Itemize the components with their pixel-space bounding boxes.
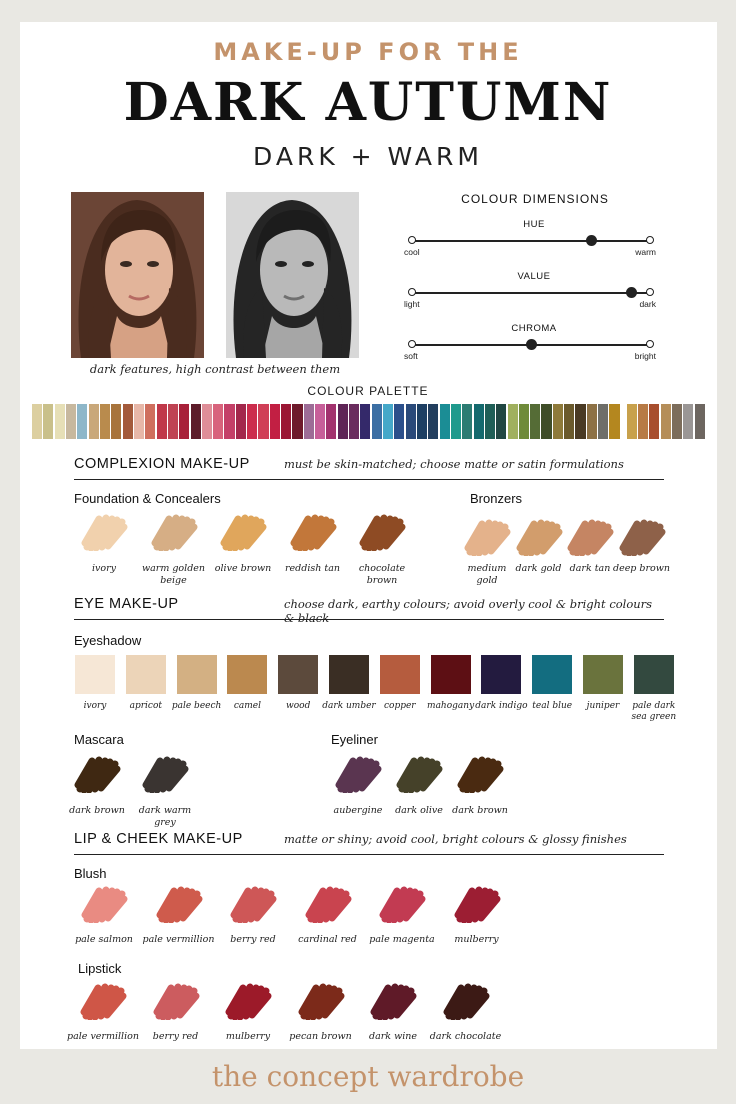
palette-chip [247,404,257,439]
palette-chip [519,404,529,439]
eye-section-title: EYE MAKE-UP [74,596,179,612]
eyeshadow-swatch [126,655,166,694]
foundation-label: warm golden beige [141,563,206,586]
foundation-swatch [357,513,407,551]
palette-chip [77,404,87,439]
palette-chip [360,404,370,439]
dimension-end-dot [646,340,654,348]
palette-chip [428,404,438,439]
eyeshadow-label: pale dark sea green [631,701,677,722]
dimension-high-label: warm [635,247,656,257]
lipstick-swatch [296,982,346,1020]
palette-chip [123,404,133,439]
eyeliner-label: aubergine [333,805,383,816]
blush-title: Blush [74,866,107,881]
lip-cheek-note: matte or shiny; avoid cool, bright colours & glossy finishes [284,832,627,846]
dimension-scale-value [404,271,666,311]
eyeshadow-swatch [75,655,115,694]
dimension-scale-hue [404,219,666,259]
eyeshadow-swatch [380,655,420,694]
blush-label: pale vermillion [142,934,215,945]
palette-chip [179,404,189,439]
lipstick-label: dark chocolate [429,1031,502,1042]
eyeshadow-label: wood [286,701,311,711]
eyeshadow-label: camel [233,701,261,711]
palette-chip [485,404,495,439]
dimension-low-label: cool [404,247,420,257]
palette-chip [462,404,472,439]
lip-cheek-section-header [74,831,664,855]
dimension-high-label: dark [639,299,656,309]
palette-chip [508,404,518,439]
bronzers-label: deep brown [612,563,671,574]
lipstick-title: Lipstick [78,961,122,976]
palette-chip [326,404,336,439]
palette-chip [191,404,201,439]
blush-label: pale salmon [75,934,133,945]
eyeshadow-swatch [227,655,267,694]
palette-chip [89,404,99,439]
lipstick-label: berry red [152,1031,199,1042]
palette-chip [258,404,268,439]
palette-chip [55,404,65,439]
lipstick-swatch [368,982,418,1020]
eyeshadow-swatch [278,655,318,694]
palette-chip [394,404,404,439]
page-subtitle: DARK + WARM [253,142,483,171]
palette-chip [627,404,637,439]
blush-label: cardinal red [298,934,357,945]
eye-section-header [74,596,664,625]
eyeshadow-label: copper [383,701,416,711]
foundation-title: Foundation & Concealers [74,491,221,506]
palette-chip [661,404,671,439]
portrait-color-photo [71,192,204,358]
dimension-high-label: bright [634,351,656,361]
lipstick-swatch [441,982,491,1020]
palette-chip [213,404,223,439]
palette-chip [43,404,53,439]
dimension-low-label: soft [404,351,418,361]
lipstick-label: mulberry [225,1031,271,1042]
eyeshadow-swatch [329,655,369,694]
palette-chip [638,404,648,439]
blush-swatch [377,885,427,923]
foundation-swatch [149,513,199,551]
lipstick-swatch [78,982,128,1020]
palette-chip [530,404,540,439]
dimension-start-dot [408,236,416,244]
foundation-label: chocolate brown [358,563,406,586]
bronzers-title: Bronzers [470,491,523,506]
blush-swatch [452,885,502,923]
portrait-greyscale-photo [226,192,359,358]
colour-dimensions-title: COLOUR DIMENSIONS [461,192,609,206]
palette-chip [372,404,382,439]
palette-chip [236,404,246,439]
eyeliner-swatch [394,755,444,793]
palette-chip [474,404,484,439]
page-title: DARK AUTUMN [123,72,613,133]
eyeshadow-label: pale beech [171,701,222,711]
bronzers-swatch [514,518,564,556]
dimension-label: HUE [523,219,545,230]
blush-swatch [79,885,129,923]
mascara-label: dark warm grey [138,805,192,828]
palette-chip [100,404,110,439]
lipstick-swatch [223,982,273,1020]
palette-chip [338,404,348,439]
foundation-label: reddish tan [285,563,340,574]
palette-chip [270,404,280,439]
palette-chip [315,404,325,439]
eyeliner-label: dark olive [395,805,443,816]
lipstick-label: pecan brown [289,1031,352,1042]
palette-chip [609,404,619,439]
dimension-track [412,292,650,294]
mascara-label: dark brown [69,805,125,816]
lip-cheek-section-title: LIP & CHEEK MAKE-UP [74,831,243,847]
palette-chip [168,404,178,439]
palette-chip [575,404,585,439]
complexion-section-header [74,456,664,480]
eyeshadow-label: mahogany [427,701,475,711]
palette-chip [598,404,608,439]
palette-chip [292,404,302,439]
eyeshadow-swatch [177,655,217,694]
eyeshadow-swatch [431,655,471,694]
palette-chip [553,404,563,439]
eyeshadow-label: juniper [586,701,620,711]
bronzers-swatch [462,518,512,556]
colour-palette-title: COLOUR PALETTE [307,384,429,398]
bronzers-swatch [617,518,667,556]
mascara-swatch [140,755,190,793]
mascara-title: Mascara [74,732,124,747]
bronzers-label: dark tan [569,563,611,574]
palette-chip [349,404,359,439]
eyeshadow-label: teal blue [532,701,573,711]
eyeshadow-swatch [583,655,623,694]
palette-chip [32,404,42,439]
palette-chip [66,404,76,439]
lipstick-label: dark wine [369,1031,417,1042]
dimension-end-dot [646,288,654,296]
colour-palette-strip [32,404,706,439]
eyeshadow-label: dark umber [322,701,376,711]
complexion-section-title: COMPLEXION MAKE-UP [74,456,250,472]
blush-label: pale magenta [369,934,435,945]
blush-swatch [303,885,353,923]
eyeliner-title: Eyeliner [331,732,378,747]
dimension-start-dot [408,340,416,348]
foundation-label: ivory [91,563,117,574]
palette-chip [417,404,427,439]
foundation-swatch [79,513,129,551]
lipstick-swatch [151,982,201,1020]
eyeshadow-swatch [634,655,674,694]
eye-note: choose dark, earthy colours; avoid overly cool & bright colours & black [284,597,653,625]
palette-chip [587,404,597,439]
kicker-title: MAKE-UP FOR THE [213,38,523,66]
palette-chip [406,404,416,439]
palette-chip [440,404,450,439]
bronzers-label: dark gold [515,563,562,574]
palette-chip [496,404,506,439]
dimension-scale-chroma [404,323,666,363]
palette-chip [649,404,659,439]
palette-chip [134,404,144,439]
blush-swatch [228,885,278,923]
blush-label: mulberry [454,934,499,945]
dimension-track [412,240,650,242]
bronzers-label: medium gold [467,563,507,586]
palette-chip [564,404,574,439]
eyeshadow-label: dark indigo [475,701,528,711]
palette-chip [541,404,551,439]
dimension-label: CHROMA [511,323,557,334]
portrait-caption: dark features, high contrast between them [89,362,341,376]
palette-chip [695,404,705,439]
foundation-label: olive brown [214,563,272,574]
dimension-level-marker [586,235,597,246]
palette-chip [111,404,121,439]
dimension-start-dot [408,288,416,296]
palette-chip [672,404,682,439]
foundation-swatch [218,513,268,551]
eyeshadow-swatch [481,655,521,694]
brand-footer: the concept wardrobe [211,1060,525,1093]
dimension-level-marker [526,339,537,350]
dimension-level-marker [626,287,637,298]
eyeliner-swatch [333,755,383,793]
palette-chip [145,404,155,439]
eyeshadow-title: Eyeshadow [74,633,142,648]
eyeliner-swatch [455,755,505,793]
palette-chip [683,404,693,439]
palette-chip [202,404,212,439]
dimension-low-label: light [404,299,420,309]
palette-chip [304,404,314,439]
palette-chip [157,404,167,439]
palette-chip [451,404,461,439]
eyeshadow-label: ivory [83,701,107,711]
complexion-note: must be skin-matched; choose matte or satin formulations [284,457,624,471]
eyeliner-label: dark brown [452,805,508,816]
bronzers-swatch [565,518,615,556]
blush-label: berry red [230,934,276,945]
blush-swatch [154,885,204,923]
palette-chip [383,404,393,439]
mascara-swatch [72,755,122,793]
lipstick-label: pale vermillion [67,1031,139,1042]
eyeshadow-swatch [532,655,572,694]
dimension-label: VALUE [517,271,551,282]
dimension-end-dot [646,236,654,244]
palette-chip [281,404,291,439]
foundation-swatch [288,513,338,551]
eyeshadow-label: apricot [129,701,162,711]
palette-chip [224,404,234,439]
